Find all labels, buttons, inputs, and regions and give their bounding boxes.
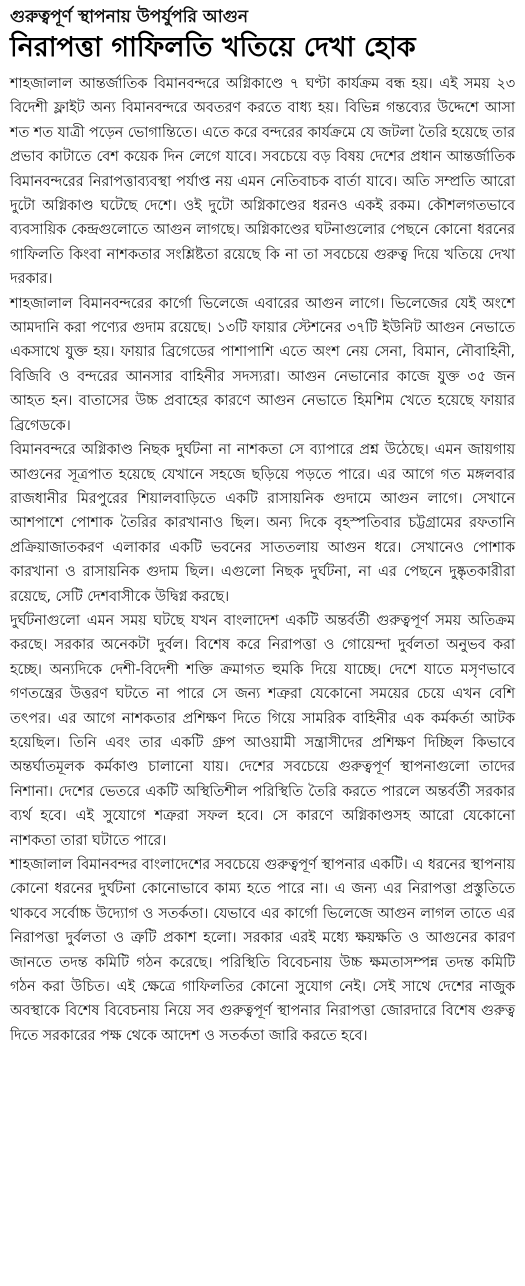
article-paragraph-4: দুর্ঘটনাগুলো এমন সময় ঘটছে যখন বাংলাদেশ একটি অন্তর্বর্তী গুরুত্বপূর্ণ সময় অতিক্রম করছে। সরকার অনেকটা দুর্বল। বিশেষ করে নিরাপত্তা ও গোয়েন্দা দুর্বলতা অনুভব করা হচ্ছে। অন্যদিকে দেশী-বিদেশী শক্তি ক্রমাগত হুমকি দিয়ে যাচ্ছে। দেশে যাতে মসৃণভাবে গণতন্ত্রের উত্তরণ ঘটতে না পারে সে জন্য শত্রুরা যেকোনো সময়ের চেয়ে এখন বেশি তৎপর। এর আগে নাশকতার প্রশিক্ষণ দিতে গিয়ে সামরিক বাহিনীর এক কর্মকর্তা আটক হয়েছিল। তিনি এবং তার একটি গ্রুপ আওয়ামী সন্ত্রাসীদের প্রশিক্ষণ দিচ্ছিল কিভাবে অন্তর্ঘাতমূলক কর্মকাণ্ড চালানো যায়। দেশের সবচেয়ে গুরুত্বপূর্ণ স্থাপনাগুলো তাদের নিশানা। দেশের ভেতরে একটি অস্থিতিশীল পরিস্থিতি তৈরি করতে পারলে অন্তর্বর্তী সরকার ব্যর্থ হবে। এই সুযোগে শত্রুরা সফল হবে। সে কারণে অগ্নিকাণ্ডসহ আরো যেকোনো নাশকতা তারা ঘটাতে পারে। — [10, 612, 515, 849]
article-headline: নিরাপত্তা গাফিলতি খতিয়ে দেখা হোক — [10, 32, 416, 63]
article-paragraph-3: বিমানবন্দরে অগ্নিকাণ্ড নিছক দুর্ঘটনা না নাশকতা সে ব্যাপারে প্রশ্ন উঠেছে। এমন জায়গায় আগুনের সূত্রপাত হয়েছে যেখানে সহজে ছড়িয়ে পড়তে পারে। এর আগে গত মঙ্গলবার রাজধানীর মিরপুরের শিয়ালবাড়িতে একটি রাসায়নিক গুদামে আগুন লাগে। সেখানে আশপাশে পোশাক তৈরির কারখানাও ছিল। অন্য দিকে বৃহস্পতিবার চট্টগ্রামের রফতানি প্রক্রিয়াজাতকরণ এলাকার একটি ভবনের সাততলায় আগুন ধরে। সেখানেও পোশাক কারখানা ও রাসায়নিক গুদাম ছিল। এগুলো নিছক দুর্ঘটনা, না এর পেছনে দুষ্কৃতকারীরা রয়েছে, সেটি দেশবাসীকে উদ্বিগ্ন করছে। — [10, 442, 515, 605]
article-paragraph-1: শাহজালাল আন্তর্জাতিক বিমানবন্দরে অগ্নিকাণ্ডে ৭ ঘণ্টা কার্যক্রম বন্ধ হয়। এই সময় ২৩ বিদেশী ফ্লাইট অন্য বিমানবন্দরে অবতরণ করতে বাধ্য হয়। বিভিন্ন গন্তব্যের উদ্দেশে আসা শত শত যাত্রী পড়েন ভোগান্তিতে। এতে করে বন্দরের কার্যক্রমে যে জটলা তৈরি হয়েছে তার প্রভাব কাটাতে বেশ কয়েক দিন লেগে যাবে। সবচেয়ে বড় বিষয় দেশের প্রধান আন্তর্জাতিক বিমানবন্দরের নিরাপত্তাব্যবস্থা পর্যাপ্ত নয় এমন নেতিবাচক বার্তা যাবে। অতি সম্প্রতি আরো দুটো অগ্নিকাণ্ড ঘটেছে দেশে। ওই দুটো অগ্নিকাণ্ডের ধরনও একই রকম। কৌশলগতভাবে ব্যবসায়িক কেন্দ্রগুলোতে আগুন লাগছে। অগ্নিকাণ্ডের ঘটনাগুলোর পেছনে কোনো ধরনের গাফিলতি কিংবা নাশকতার সংশ্লিষ্টতা রয়েছে কি না তা সবচেয়ে গুরুত্ব দিয়ে খতিয়ে দেখা দরকার। — [10, 76, 515, 288]
article-paragraph-2: শাহজালাল বিমানবন্দরের কার্গো ভিলেজে এবারের আগুন লাগে। ভিলেজের যেই অংশে আমদানি করা পণ্যের গুদাম রয়েছে। ১৩টি ফায়ার স্টেশনের ৩৭টি ইউনিট আগুন নেভাতে একসাথে যুক্ত হয়। ফায়ার ব্রিগেডের পাশাপাশি এতে অংশ নেয় সেনা, বিমান, নৌবাহিনী, বিজিবি ও বন্দরের আনসার বাহিনীর সদস্যরা। আগুন নেভানোর কাজে যুক্ত ৩৫ জন আহত হন। বাতাসের উচ্চ প্রবাহের কারণে আগুন নেভাতে হিমশিম খেতে হয়েছে ফায়ার ব্রিগেডকে। — [10, 295, 515, 434]
article-kicker: গুরুত্বপূর্ণ স্থাপনায় উপর্যুপরি আগুন — [10, 7, 248, 27]
article-paragraph-5: শাহজালাল বিমানবন্দর বাংলাদেশের সবচেয়ে গুরুত্বপূর্ণ স্থাপনার একটি। এ ধরনের স্থাপনায় কোনো ধরনের দুর্ঘটনা কোনোভাবে কাম্য হতে পারে না। এ জন্য এর নিরাপত্তা প্রস্তুতিতে থাকবে সর্বোচ্চ উদ্যোগ ও সতর্কতা। যেভাবে এর কার্গো ভিলেজে আগুন লাগল তাতে এর নিরাপত্তা দুর্বলতা ও ত্রুটি প্রকাশ হলো। সরকার এরই মধ্যে ক্ষয়ক্ষতি ও আগুনের কারণ জানতে তদন্ত কমিটি গঠন করেছে। পরিস্থিতি বিবেচনায় উচ্চ ক্ষমতাসম্পন্ন তদন্ত কমিটি গঠন করা উচিত। এই ক্ষেত্রে গাফিলতির কোনো সুযোগ নেই। সেই সাথে দেশের নাজুক অবস্থাকে বিশেষ বিবেচনায় নিয়ে সব গুরুত্বপূর্ণ স্থাপনার নিরাপত্তা জোরদারে বিশেষ গুরুত্ব দিতে সরকারের পক্ষ থেকে আদেশ ও সতর্কতা জারি করতে হবে। — [10, 857, 515, 1044]
article-body — [10, 72, 515, 1048]
